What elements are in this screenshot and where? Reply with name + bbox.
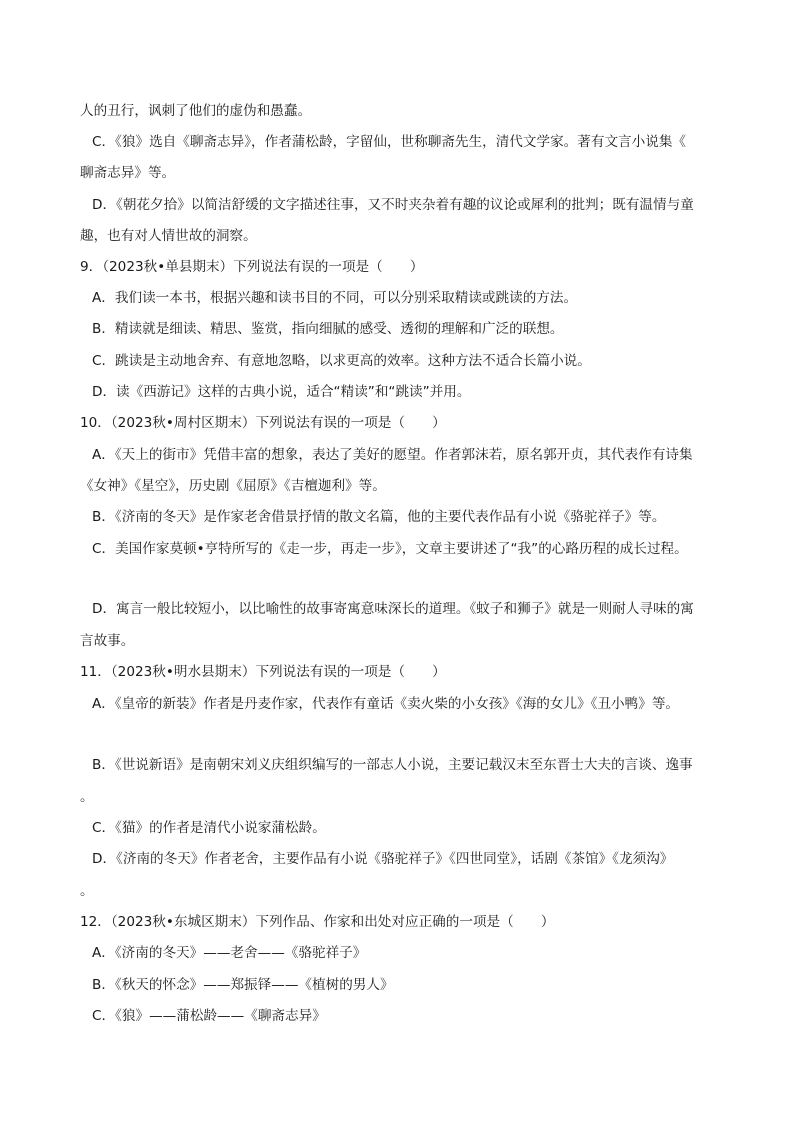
question-10: 10．（2023秋•周村区期末）下列说法有误的一项是（ ）: [80, 415, 446, 431]
question-12: 12．（2023秋•东城区期末）下列作品、作家和出处对应正确的一项是（ ）: [80, 914, 555, 930]
option-d: D．寓言一般比较短小，以比喻性的故事寄寓意味深长的道理。《蚊子和狮子》就是一则耐人寻味的寓: [92, 601, 694, 617]
option-b: B．精读就是细读、精思、鉴赏，指向细腻的感受、透彻的理解和广泛的联想。: [92, 321, 564, 337]
text-line: 聊斋志异》等。: [80, 165, 176, 181]
text-line: 。: [80, 789, 94, 805]
option-a: A．《济南的冬天》——老舍——《骆驼祥子》: [92, 945, 367, 961]
option-d: D．《济南的冬天》作者老舍，主要作品有小说《骆驼祥子》《四世同堂》，话剧《茶馆》《龙须沟》: [92, 851, 674, 867]
option-a: A．我们读一本书，根据兴趣和读书目的不同，可以分别采取精读或跳读的方法。: [92, 290, 578, 306]
option-c: C．跳读是主动地舍弃、有意地忽略，以求更高的效率。这种方法不适合长篇小说。: [92, 353, 591, 369]
option-c: C．《狼》——蒲松龄——《聊斋志异》: [92, 1008, 326, 1024]
text-line: 言故事。: [80, 633, 135, 649]
option-d: D．《朝花夕拾》以简洁舒缓的文字描述往事，又不时夹杂着有趣的议论或犀利的批判；既有温情与童: [92, 197, 694, 213]
option-b: B．《济南的冬天》是作家老舍借景抒情的散文名篇，他的主要代表作品有小说《骆驼祥子》等。: [92, 509, 666, 525]
text-line: 人的丑行，讽刺了他们的虚伪和愚蠢。: [80, 103, 312, 119]
question-9: 9．（2023秋•单县期末）下列说法有误的一项是（ ）: [80, 259, 424, 275]
option-c: C．美国作家莫顿•亨特所写的《走一步，再走一步》，文章主要讲述了“我”的心路历程的成长过程。: [92, 541, 688, 557]
option-c: C．《猫》的作者是清代小说家蒲松龄。: [92, 820, 326, 836]
text-line: 趣，也有对人情世故的洞察。: [80, 228, 257, 244]
option-a: A．《天上的街市》凭借丰富的想象，表达了美好的愿望。作者郭沫若，原名郭开贞，其代表作有诗集: [92, 447, 693, 463]
question-11: 11．（2023秋•明水县期末）下列说法有误的一项是（ ）: [80, 664, 446, 680]
text-line: 。: [80, 883, 94, 899]
option-b: B．《世说新语》是南朝宋刘义庆组织编写的一部志人小说，主要记载汉末至东晋士大夫的言谈、逸事: [92, 757, 693, 773]
option-b: B．《秋天的怀念》——郑振铎——《植树的男人》: [92, 977, 394, 993]
option-c: C．《狼》选自《聊斋志异》，作者蒲松龄，字留仙，世称聊斋先生，清代文学家。著有文言小说集《: [92, 134, 687, 150]
option-a: A．《皇帝的新装》作者是丹麦作家，代表作有童话《卖火柴的小女孩》《海的女儿》《丑小鸭》等。: [92, 696, 680, 712]
text-line: 《女神》《星空》，历史剧《屈原》《吉檀迦利》等。: [80, 478, 386, 494]
option-d: D．读《西游记》这样的古典小说，适合“精读”和“跳读”并用。: [92, 384, 471, 400]
